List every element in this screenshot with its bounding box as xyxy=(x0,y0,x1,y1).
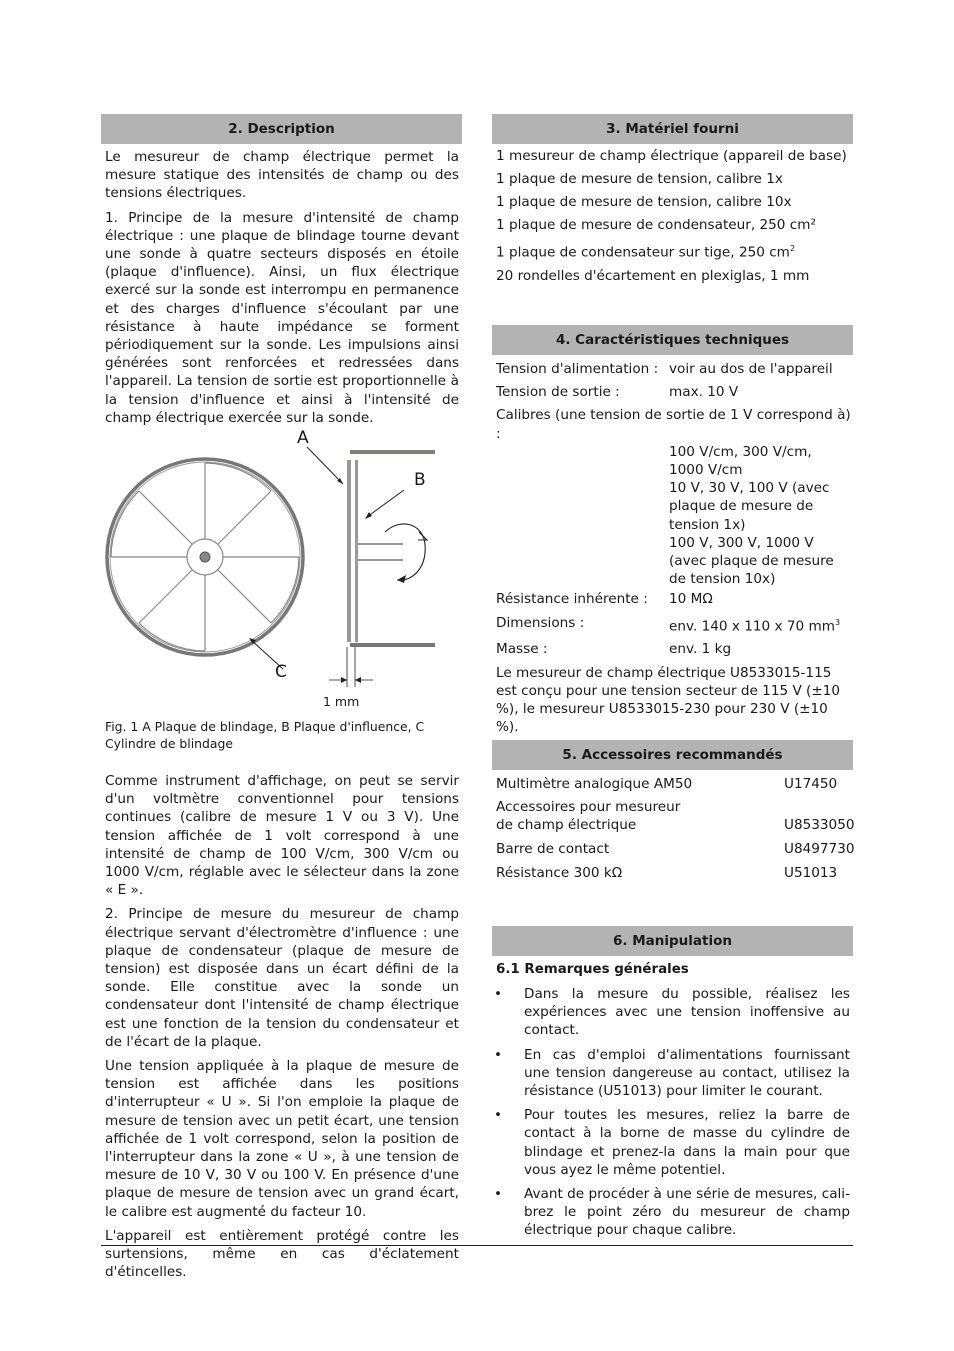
influence-plate-side xyxy=(355,460,358,642)
specs-table xyxy=(492,360,853,736)
list-item: • Dans la mesure du possible, réalisez les expériences avec une tension inoffensive au contact. xyxy=(494,986,850,1039)
table-row: Barre de contact U8497730 xyxy=(496,840,855,857)
list-item: 1 plaque de mesure de tension, calibre 10x xyxy=(496,194,792,210)
general-remarks-subheading: 6.1 Remarques générales xyxy=(496,962,689,977)
disc-axis xyxy=(200,552,210,562)
protection-paragraph: L'appareil est entièrement protégé contre les surtensions, même en cas d'éclatement d'étincelles. xyxy=(105,1227,459,1281)
list-item: 1 mesureur de champ électrique (appareil de base) xyxy=(496,148,847,164)
bottom-plate xyxy=(350,643,435,647)
display-paragraph: Comme instrument d'affichage, on peut se servir d'un voltmètre conventionnel pour tensions continues (calibre de mesure 1 V ou 3 V). Une tension affichée de 1 volt correspond à une intensité de champ de 100 V/cm, 300 V/cm ou 1000 V/cm, réglable avec le sélecteur dans la zone « E ». xyxy=(105,773,459,899)
table-row: Masse : env. 1 kg xyxy=(496,641,732,658)
voltage-paragraph: Une tension appliquée à la plaque de mesure de tension est affichée dans les positions d'interrupteur « U ». Si l'on emploie la plaque de mesure de tension avec un petit écart, une tension affichée de 1 volt correspond, selon la position de l'interrupteur dans la zone « U », à une tension de mesure de 10 V, 30 V ou 100 V. En présence d'une plaque de mesure de tension avec un grand écart, le calibre est augmenté du facteur 10. xyxy=(105,1058,459,1220)
label-a: A xyxy=(297,428,309,448)
right-column xyxy=(492,114,855,1239)
table-row: Calibres (une tension de sortie de 1 V correspond à) : xyxy=(496,407,851,442)
table-row: Résistance inhérente : 10 MΩ xyxy=(496,591,713,608)
list-item: 1 plaque de mesure de condensateur, 250 cm² xyxy=(496,217,816,233)
specs-heading: 4. Caractéristiques techniques xyxy=(492,325,853,355)
pointer-b xyxy=(367,490,404,517)
shield-plate-side xyxy=(347,460,351,642)
pointer-a xyxy=(307,447,343,484)
top-plate xyxy=(350,450,435,454)
handling-heading: 6. Manipulation xyxy=(492,926,853,956)
table-row: Tension de sortie : max. 10 V xyxy=(496,384,739,401)
accessories-table xyxy=(492,775,853,882)
table-row: Multimètre analogique AM50 U17450 xyxy=(496,776,838,792)
supplied-list xyxy=(492,145,853,288)
footer-rule xyxy=(101,1245,853,1246)
label-c: C xyxy=(275,662,287,682)
supplied-heading: 3. Matériel fourni xyxy=(492,114,853,144)
specs-note: Le mesureur de champ électrique U8533015-115 est conçu pour une tension secteur de 115 V (±10 %), le mesureur U8533015-230 pour 230 V (±10 %). xyxy=(496,664,841,736)
list-item: 1 plaque de condensateur sur tige, 250 $cm^2$ xyxy=(496,244,796,261)
dimension-label: 1 mm xyxy=(323,694,360,709)
list-item: 20 rondelles d'écartement en plexiglas, 1 mm xyxy=(496,267,810,284)
table-row: 10 V, 30 V, 100 V (avec plaque de mesure de tension 1x) xyxy=(669,480,830,533)
list-item: • Avant de procéder à une série de mesures, calibrez le point zéro du mesureur de champ électrique pour chaque calibre. xyxy=(494,1186,850,1239)
figure-caption: Fig. 1 A Plaque de blindage, B Plaque d'influence, C Cylindre de blindage xyxy=(105,719,425,751)
figure-1 xyxy=(101,428,462,722)
table-row: Résistance 300 kΩ U51013 xyxy=(496,864,838,881)
left-column xyxy=(101,114,462,1281)
table-row: Dimensions : env. 140 x 110 x 70 $mm^3$ xyxy=(496,614,841,635)
table-row: Accessoires pour mesureur de champ électrique U8533050 xyxy=(496,799,855,834)
label-b: B xyxy=(414,470,426,490)
table-row: 100 V/cm, 300 V/cm, 1000 V/cm xyxy=(669,443,812,479)
principle1-paragraph: 1. Principe de la mesure d'intensité de champ électrique : une plaque de blindage tourne devant une sonde à quatre secteurs disposés en étoile (plaque d'influence). Ainsi, un flux électrique exercé sur la sonde est interrompu en permanence et des charges d'influence s'écoulant par une résistance à haute impédance se forment périodiquement sur la sonde. Les impulsions ainsi générées sont renforcées et redressées dans l'appareil. La tension de sortie est proportionnelle à la tension d'influence et ainsi à l'intensité de champ électrique exercée sur la sonde. xyxy=(105,209,459,426)
list-item: • Pour toutes les mesures, reliez la barre de contact à la borne de masse du cylindre de blindage et prenez-la dans la main pour que vous ayez le même potentiel. xyxy=(494,1107,850,1178)
table-row: Tension d'alimentation : voir au dos de l'appareil xyxy=(496,361,833,377)
principle2-paragraph: 2. Principe de mesure du mesureur de champ électrique servant d'électromètre d'influence : une plaque de condensateur (plaque de mesure de tension) est disposée dans un écart défini de la sonde. Elle constitue avec la sonde un condensateur dont l'intensité de champ électrique est une fonction de la tension du condensateur et de l'écart de la plaque. xyxy=(105,906,459,1050)
table-row: 100 V, 300 V, 1000 V (avec plaque de mesure de tension 10x) xyxy=(669,534,834,588)
list-item: • En cas d'emploi d'alimentations fournissant une tension dangereuse au contact, utilisez la résistance (U51013) pour limiter le courant. xyxy=(494,1046,850,1100)
intro-paragraph: Le mesureur de champ électrique permet la mesure statique des intensités de champ ou des tensions électriques. xyxy=(105,149,459,202)
list-item: 1 plaque de mesure de tension, calibre 1x xyxy=(496,171,783,187)
description-heading: 2. Description xyxy=(101,114,462,144)
accessories-heading: 5. Accessoires recommandés xyxy=(492,740,853,770)
